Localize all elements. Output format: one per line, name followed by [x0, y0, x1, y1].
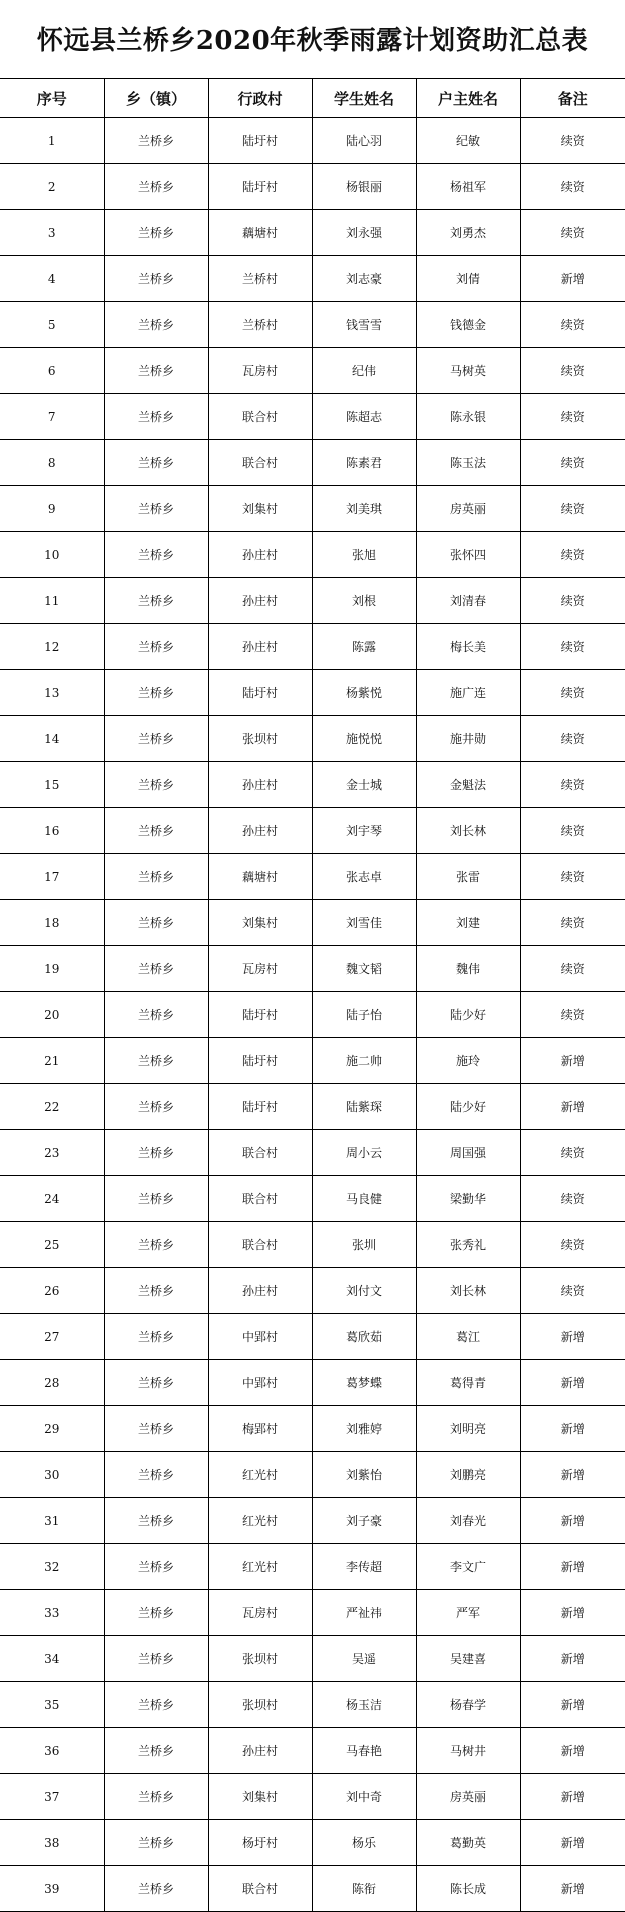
cell-student-name: 马良健: [312, 1176, 416, 1222]
cell-township: 兰桥乡: [104, 348, 208, 394]
cell-township: 兰桥乡: [104, 1590, 208, 1636]
cell-village: 张坝村: [208, 716, 312, 762]
cell-serial-number: 27: [0, 1314, 104, 1360]
cell-village: 联合村: [208, 440, 312, 486]
cell-serial-number: 25: [0, 1222, 104, 1268]
table-row: [0, 578, 625, 624]
cell-township: 兰桥乡: [104, 256, 208, 302]
cell-student-name: 刘雪佳: [312, 900, 416, 946]
table-row: [0, 210, 625, 256]
cell-serial-number: 24: [0, 1176, 104, 1222]
table-row: [0, 1406, 625, 1452]
cell-remark: 新增: [520, 1820, 625, 1866]
cell-village: 红光村: [208, 1452, 312, 1498]
cell-township: 兰桥乡: [104, 1176, 208, 1222]
cell-remark: 续资: [520, 1268, 625, 1314]
cell-student-name: 杨银丽: [312, 164, 416, 210]
cell-remark: 新增: [520, 1544, 625, 1590]
cell-student-name: 张旭: [312, 532, 416, 578]
cell-householder-name: 房英丽: [416, 486, 520, 532]
cell-serial-number: 39: [0, 1866, 104, 1912]
cell-householder-name: 陈玉法: [416, 440, 520, 486]
cell-township: 兰桥乡: [104, 946, 208, 992]
cell-remark: 新增: [520, 1728, 625, 1774]
cell-township: 兰桥乡: [104, 1360, 208, 1406]
cell-village: 红光村: [208, 1498, 312, 1544]
table-row: [0, 1314, 625, 1360]
cell-householder-name: 魏伟: [416, 946, 520, 992]
cell-village: 孙庄村: [208, 532, 312, 578]
cell-village: 藕塘村: [208, 854, 312, 900]
cell-student-name: 吴遥: [312, 1636, 416, 1682]
cell-serial-number: 20: [0, 992, 104, 1038]
cell-serial-number: 26: [0, 1268, 104, 1314]
cell-serial-number: 9: [0, 486, 104, 532]
cell-student-name: 陈素君: [312, 440, 416, 486]
cell-householder-name: 张怀四: [416, 532, 520, 578]
cell-township: 兰桥乡: [104, 532, 208, 578]
cell-serial-number: 16: [0, 808, 104, 854]
cell-householder-name: 陈永银: [416, 394, 520, 440]
table-row: [0, 624, 625, 670]
cell-student-name: 严祉祎: [312, 1590, 416, 1636]
cell-remark: 新增: [520, 1452, 625, 1498]
cell-student-name: 钱雪雪: [312, 302, 416, 348]
cell-remark: 续资: [520, 210, 625, 256]
table-row: [0, 440, 625, 486]
header-township: 乡（镇）: [104, 79, 208, 118]
table-row: [0, 946, 625, 992]
cell-student-name: 张圳: [312, 1222, 416, 1268]
cell-serial-number: 12: [0, 624, 104, 670]
cell-village: 刘集村: [208, 900, 312, 946]
cell-township: 兰桥乡: [104, 670, 208, 716]
cell-township: 兰桥乡: [104, 1130, 208, 1176]
cell-village: 瓦房村: [208, 1590, 312, 1636]
cell-village: 陆圩村: [208, 992, 312, 1038]
cell-householder-name: 马树井: [416, 1728, 520, 1774]
cell-remark: 续资: [520, 440, 625, 486]
cell-village: 杨圩村: [208, 1820, 312, 1866]
table-row: [0, 256, 625, 302]
cell-serial-number: 35: [0, 1682, 104, 1728]
cell-householder-name: 施玲: [416, 1038, 520, 1084]
cell-remark: 新增: [520, 1406, 625, 1452]
cell-serial-number: 28: [0, 1360, 104, 1406]
cell-remark: 新增: [520, 256, 625, 302]
cell-village: 中郢村: [208, 1314, 312, 1360]
cell-student-name: 李传超: [312, 1544, 416, 1590]
cell-remark: 续资: [520, 532, 625, 578]
cell-township: 兰桥乡: [104, 900, 208, 946]
table-row: [0, 1222, 625, 1268]
table-row: [0, 992, 625, 1038]
cell-village: 联合村: [208, 1222, 312, 1268]
cell-township: 兰桥乡: [104, 302, 208, 348]
header-village: 行政村: [208, 79, 312, 118]
cell-remark: 续资: [520, 486, 625, 532]
cell-householder-name: 施广连: [416, 670, 520, 716]
cell-student-name: 马春艳: [312, 1728, 416, 1774]
cell-township: 兰桥乡: [104, 1820, 208, 1866]
cell-householder-name: 金魁法: [416, 762, 520, 808]
table-row: [0, 1636, 625, 1682]
cell-remark: 续资: [520, 118, 625, 164]
cell-serial-number: 5: [0, 302, 104, 348]
cell-householder-name: 刘鹏亮: [416, 1452, 520, 1498]
cell-village: 张坝村: [208, 1636, 312, 1682]
cell-serial-number: 3: [0, 210, 104, 256]
header-row: [0, 79, 625, 118]
cell-student-name: 刘紫怡: [312, 1452, 416, 1498]
cell-student-name: 施二帅: [312, 1038, 416, 1084]
cell-village: 中郢村: [208, 1360, 312, 1406]
cell-remark: 续资: [520, 670, 625, 716]
table-row: [0, 394, 625, 440]
cell-remark: 新增: [520, 1636, 625, 1682]
table-row: [0, 1728, 625, 1774]
cell-village: 联合村: [208, 394, 312, 440]
cell-student-name: 杨乐: [312, 1820, 416, 1866]
cell-township: 兰桥乡: [104, 1406, 208, 1452]
cell-serial-number: 17: [0, 854, 104, 900]
cell-serial-number: 10: [0, 532, 104, 578]
cell-student-name: 周小云: [312, 1130, 416, 1176]
cell-township: 兰桥乡: [104, 118, 208, 164]
cell-householder-name: 梁勤华: [416, 1176, 520, 1222]
cell-serial-number: 36: [0, 1728, 104, 1774]
cell-village: 孙庄村: [208, 624, 312, 670]
cell-remark: 续资: [520, 1222, 625, 1268]
cell-householder-name: 张雷: [416, 854, 520, 900]
cell-township: 兰桥乡: [104, 1084, 208, 1130]
cell-remark: 续资: [520, 578, 625, 624]
cell-householder-name: 葛得青: [416, 1360, 520, 1406]
cell-householder-name: 纪敏: [416, 118, 520, 164]
table-row: [0, 486, 625, 532]
cell-serial-number: 31: [0, 1498, 104, 1544]
cell-serial-number: 29: [0, 1406, 104, 1452]
cell-village: 陆圩村: [208, 164, 312, 210]
cell-householder-name: 李文广: [416, 1544, 520, 1590]
cell-township: 兰桥乡: [104, 1636, 208, 1682]
cell-remark: 续资: [520, 946, 625, 992]
cell-remark: 新增: [520, 1314, 625, 1360]
cell-serial-number: 2: [0, 164, 104, 210]
cell-student-name: 刘志豪: [312, 256, 416, 302]
cell-student-name: 刘美琪: [312, 486, 416, 532]
table-row: [0, 532, 625, 578]
cell-householder-name: 刘倩: [416, 256, 520, 302]
cell-remark: 新增: [520, 1360, 625, 1406]
cell-village: 张坝村: [208, 1682, 312, 1728]
cell-householder-name: 刘长林: [416, 1268, 520, 1314]
table-row: [0, 1590, 625, 1636]
cell-householder-name: 钱德金: [416, 302, 520, 348]
cell-township: 兰桥乡: [104, 1038, 208, 1084]
cell-remark: 新增: [520, 1590, 625, 1636]
page-title: 怀远县兰桥乡2020年秋季雨露计划资助汇总表: [0, 0, 625, 79]
cell-householder-name: 吴建喜: [416, 1636, 520, 1682]
table-row: [0, 900, 625, 946]
cell-serial-number: 1: [0, 118, 104, 164]
cell-township: 兰桥乡: [104, 164, 208, 210]
cell-householder-name: 施井勋: [416, 716, 520, 762]
cell-student-name: 陆心羽: [312, 118, 416, 164]
cell-township: 兰桥乡: [104, 578, 208, 624]
cell-township: 兰桥乡: [104, 1728, 208, 1774]
cell-householder-name: 刘建: [416, 900, 520, 946]
cell-village: 陆圩村: [208, 670, 312, 716]
table-row: [0, 1452, 625, 1498]
cell-serial-number: 38: [0, 1820, 104, 1866]
cell-student-name: 葛梦蝶: [312, 1360, 416, 1406]
cell-student-name: 金士城: [312, 762, 416, 808]
cell-remark: 续资: [520, 302, 625, 348]
cell-householder-name: 杨春学: [416, 1682, 520, 1728]
cell-student-name: 刘子豪: [312, 1498, 416, 1544]
header-student-name: 学生姓名: [312, 79, 416, 118]
cell-remark: 续资: [520, 624, 625, 670]
cell-village: 孙庄村: [208, 1268, 312, 1314]
cell-remark: 续资: [520, 808, 625, 854]
cell-householder-name: 葛勤英: [416, 1820, 520, 1866]
cell-township: 兰桥乡: [104, 1452, 208, 1498]
table-row: [0, 348, 625, 394]
table-body: [0, 118, 625, 1912]
cell-remark: 续资: [520, 1130, 625, 1176]
table-row: [0, 1682, 625, 1728]
cell-township: 兰桥乡: [104, 762, 208, 808]
table-row: [0, 1130, 625, 1176]
cell-township: 兰桥乡: [104, 808, 208, 854]
cell-serial-number: 32: [0, 1544, 104, 1590]
cell-student-name: 陈衔: [312, 1866, 416, 1912]
cell-householder-name: 刘春光: [416, 1498, 520, 1544]
cell-remark: 新增: [520, 1866, 625, 1912]
cell-village: 红光村: [208, 1544, 312, 1590]
cell-householder-name: 刘明亮: [416, 1406, 520, 1452]
table-row: [0, 1038, 625, 1084]
table-row: [0, 1084, 625, 1130]
cell-householder-name: 陆少好: [416, 1084, 520, 1130]
table-row: [0, 716, 625, 762]
cell-village: 孙庄村: [208, 578, 312, 624]
cell-village: 刘集村: [208, 1774, 312, 1820]
aid-summary-table: [0, 79, 625, 1912]
table-row: [0, 164, 625, 210]
cell-village: 孙庄村: [208, 1728, 312, 1774]
cell-remark: 续资: [520, 900, 625, 946]
cell-serial-number: 21: [0, 1038, 104, 1084]
cell-serial-number: 11: [0, 578, 104, 624]
table-row: [0, 1820, 625, 1866]
cell-village: 联合村: [208, 1176, 312, 1222]
cell-township: 兰桥乡: [104, 1866, 208, 1912]
cell-student-name: 刘付文: [312, 1268, 416, 1314]
table-row: [0, 1360, 625, 1406]
cell-township: 兰桥乡: [104, 1774, 208, 1820]
cell-householder-name: 严军: [416, 1590, 520, 1636]
cell-remark: 新增: [520, 1084, 625, 1130]
table-row: [0, 1544, 625, 1590]
table-row: [0, 1176, 625, 1222]
cell-householder-name: 陈长成: [416, 1866, 520, 1912]
cell-township: 兰桥乡: [104, 440, 208, 486]
cell-student-name: 施悦悦: [312, 716, 416, 762]
cell-student-name: 陆子怡: [312, 992, 416, 1038]
cell-village: 陆圩村: [208, 118, 312, 164]
cell-township: 兰桥乡: [104, 486, 208, 532]
cell-student-name: 纪伟: [312, 348, 416, 394]
cell-householder-name: 马树英: [416, 348, 520, 394]
cell-serial-number: 22: [0, 1084, 104, 1130]
cell-student-name: 葛欣茹: [312, 1314, 416, 1360]
cell-serial-number: 15: [0, 762, 104, 808]
cell-householder-name: 刘清春: [416, 578, 520, 624]
cell-township: 兰桥乡: [104, 1268, 208, 1314]
cell-village: 兰桥村: [208, 256, 312, 302]
header-remark: 备注: [520, 79, 625, 118]
cell-remark: 续资: [520, 348, 625, 394]
cell-village: 瓦房村: [208, 946, 312, 992]
cell-remark: 续资: [520, 1176, 625, 1222]
cell-householder-name: 周国强: [416, 1130, 520, 1176]
cell-township: 兰桥乡: [104, 992, 208, 1038]
cell-remark: 新增: [520, 1774, 625, 1820]
cell-serial-number: 33: [0, 1590, 104, 1636]
cell-village: 陆圩村: [208, 1084, 312, 1130]
cell-student-name: 陈露: [312, 624, 416, 670]
cell-township: 兰桥乡: [104, 394, 208, 440]
cell-serial-number: 7: [0, 394, 104, 440]
cell-village: 联合村: [208, 1130, 312, 1176]
cell-serial-number: 30: [0, 1452, 104, 1498]
cell-serial-number: 6: [0, 348, 104, 394]
cell-householder-name: 房英丽: [416, 1774, 520, 1820]
cell-remark: 续资: [520, 854, 625, 900]
cell-remark: 续资: [520, 992, 625, 1038]
cell-serial-number: 8: [0, 440, 104, 486]
table-row: [0, 1866, 625, 1912]
cell-township: 兰桥乡: [104, 854, 208, 900]
cell-student-name: 陆紫琛: [312, 1084, 416, 1130]
cell-householder-name: 张秀礼: [416, 1222, 520, 1268]
cell-householder-name: 杨祖军: [416, 164, 520, 210]
cell-township: 兰桥乡: [104, 210, 208, 256]
cell-village: 梅郢村: [208, 1406, 312, 1452]
cell-householder-name: 梅长美: [416, 624, 520, 670]
cell-serial-number: 23: [0, 1130, 104, 1176]
cell-householder-name: 葛江: [416, 1314, 520, 1360]
cell-township: 兰桥乡: [104, 1314, 208, 1360]
cell-village: 刘集村: [208, 486, 312, 532]
cell-township: 兰桥乡: [104, 624, 208, 670]
cell-remark: 续资: [520, 164, 625, 210]
cell-remark: 新增: [520, 1682, 625, 1728]
cell-student-name: 陈超志: [312, 394, 416, 440]
cell-student-name: 刘根: [312, 578, 416, 624]
cell-student-name: 刘宇琴: [312, 808, 416, 854]
cell-remark: 续资: [520, 394, 625, 440]
cell-township: 兰桥乡: [104, 1682, 208, 1728]
table-row: [0, 1498, 625, 1544]
table-row: [0, 854, 625, 900]
cell-village: 藕塘村: [208, 210, 312, 256]
cell-householder-name: 刘勇杰: [416, 210, 520, 256]
cell-village: 孙庄村: [208, 762, 312, 808]
cell-student-name: 刘中奇: [312, 1774, 416, 1820]
table-row: [0, 808, 625, 854]
cell-remark: 新增: [520, 1498, 625, 1544]
cell-remark: 续资: [520, 716, 625, 762]
cell-village: 陆圩村: [208, 1038, 312, 1084]
table-row: [0, 1268, 625, 1314]
cell-serial-number: 34: [0, 1636, 104, 1682]
cell-township: 兰桥乡: [104, 1498, 208, 1544]
cell-serial-number: 14: [0, 716, 104, 762]
table-row: [0, 302, 625, 348]
cell-student-name: 刘雅婷: [312, 1406, 416, 1452]
cell-householder-name: 刘长林: [416, 808, 520, 854]
table-row: [0, 670, 625, 716]
table-row: [0, 762, 625, 808]
cell-township: 兰桥乡: [104, 1222, 208, 1268]
cell-student-name: 张志卓: [312, 854, 416, 900]
table-row: [0, 118, 625, 164]
cell-student-name: 魏文韬: [312, 946, 416, 992]
cell-serial-number: 19: [0, 946, 104, 992]
cell-township: 兰桥乡: [104, 716, 208, 762]
cell-serial-number: 13: [0, 670, 104, 716]
cell-village: 兰桥村: [208, 302, 312, 348]
cell-student-name: 杨玉洁: [312, 1682, 416, 1728]
cell-student-name: 杨紫悦: [312, 670, 416, 716]
header-serial-number: 序号: [0, 79, 104, 118]
cell-village: 联合村: [208, 1866, 312, 1912]
cell-township: 兰桥乡: [104, 1544, 208, 1590]
table-row: [0, 1774, 625, 1820]
header-householder-name: 户主姓名: [416, 79, 520, 118]
cell-serial-number: 18: [0, 900, 104, 946]
cell-remark: 新增: [520, 1038, 625, 1084]
cell-serial-number: 4: [0, 256, 104, 302]
cell-village: 孙庄村: [208, 808, 312, 854]
cell-householder-name: 陆少好: [416, 992, 520, 1038]
cell-serial-number: 37: [0, 1774, 104, 1820]
cell-village: 瓦房村: [208, 348, 312, 394]
cell-remark: 续资: [520, 762, 625, 808]
cell-student-name: 刘永强: [312, 210, 416, 256]
